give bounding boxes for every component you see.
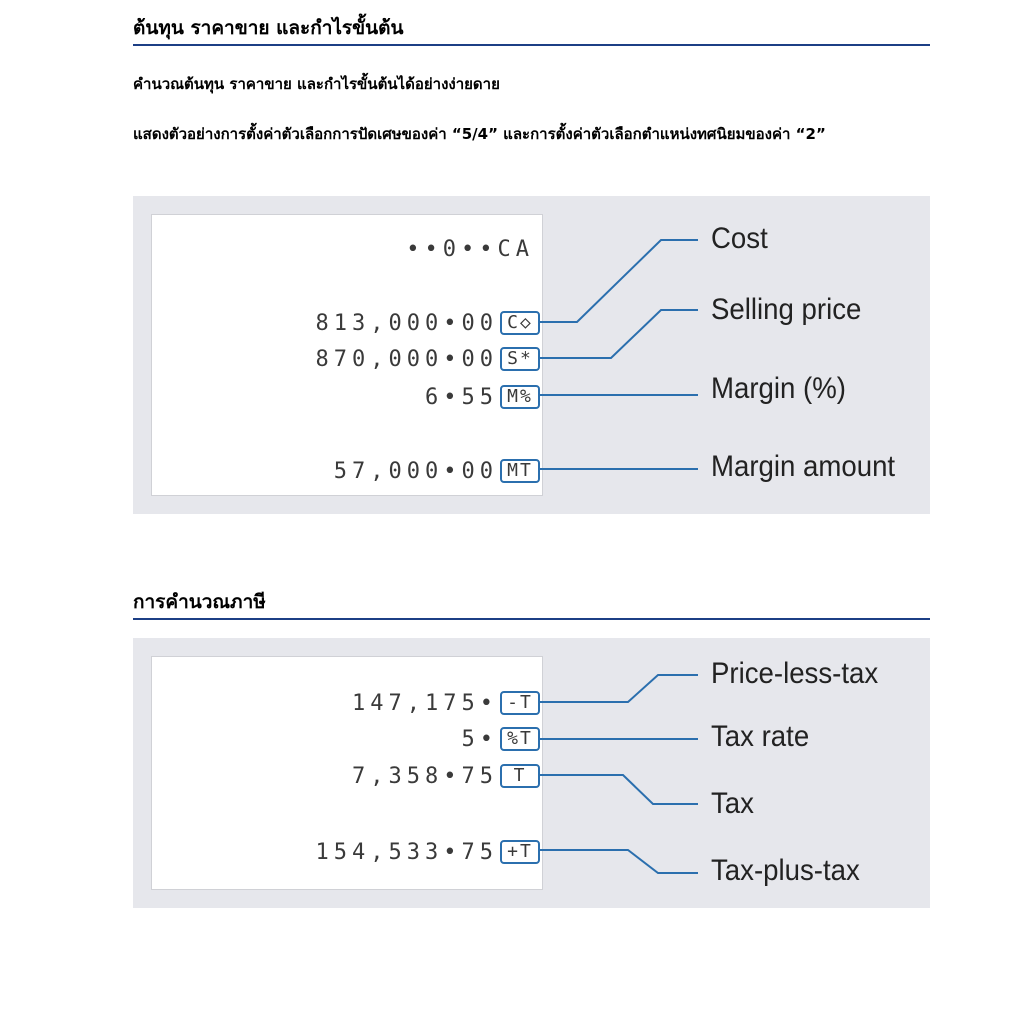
price-less-tax-symbol-box: -T	[500, 691, 540, 715]
tax-leader-line	[540, 775, 698, 804]
tape-value: 870,000•00	[315, 346, 498, 372]
margin-pct-symbol-box: M%	[500, 385, 540, 409]
tape-value: 6•55	[425, 384, 498, 410]
example-text: แสดงตัวอย่างการตั้งค่าตัวเลือกการปัดเศษของค่า “5/4” และการตั้งค่าตัวเลือกตำแหน่งทศนิยมของค่า “2”	[133, 125, 826, 143]
tape-value: 154,533•75	[315, 839, 498, 865]
callout-tax-plus-tax: Tax-plus-tax	[711, 854, 860, 887]
tax-plus-tax-leader-line	[540, 850, 698, 873]
cost-symbol-box: C◇	[500, 311, 540, 335]
tax-plus-tax-symbol-box: +T	[500, 840, 540, 864]
tax-rate-symbol-box: %T	[500, 727, 540, 751]
tax-symbol-box: T	[500, 764, 540, 788]
tape-value: 147,175•	[352, 690, 498, 716]
selling-symbol-box: S*	[500, 347, 540, 371]
section-title-tax: การคำนวณภาษี	[133, 590, 930, 620]
callout-margin-pct: Margin (%)	[711, 372, 846, 405]
intro-text: คำนวณต้นทุน ราคาขาย และกำไรขั้นต้นได้อย่างง่ายดาย	[133, 75, 500, 93]
price-less-tax-leader-line	[540, 675, 698, 702]
callout-price-less-tax: Price-less-tax	[711, 657, 879, 690]
margin-amt-symbol-box: MT	[500, 459, 540, 483]
callout-selling-price: Selling price	[711, 293, 862, 326]
tape-value: 813,000•00	[315, 310, 498, 336]
callout-margin-amount: Margin amount	[711, 450, 896, 483]
callout-cost: Cost	[711, 222, 768, 255]
tax-example-panel	[133, 638, 930, 908]
section-title-margin: ต้นทุน ราคาขาย และกำไรขั้นต้น	[133, 16, 930, 46]
callout-tax: Tax	[711, 787, 754, 820]
callout-tax-rate: Tax rate	[711, 720, 810, 753]
margin-example-panel	[133, 196, 930, 514]
tape-value: 7,358•75	[352, 763, 498, 789]
tape-value: 57,000•00	[333, 458, 498, 484]
tape-value: 5•	[461, 726, 498, 752]
selling-leader-line	[540, 310, 698, 358]
tape-value: ••0••CA	[406, 236, 534, 262]
